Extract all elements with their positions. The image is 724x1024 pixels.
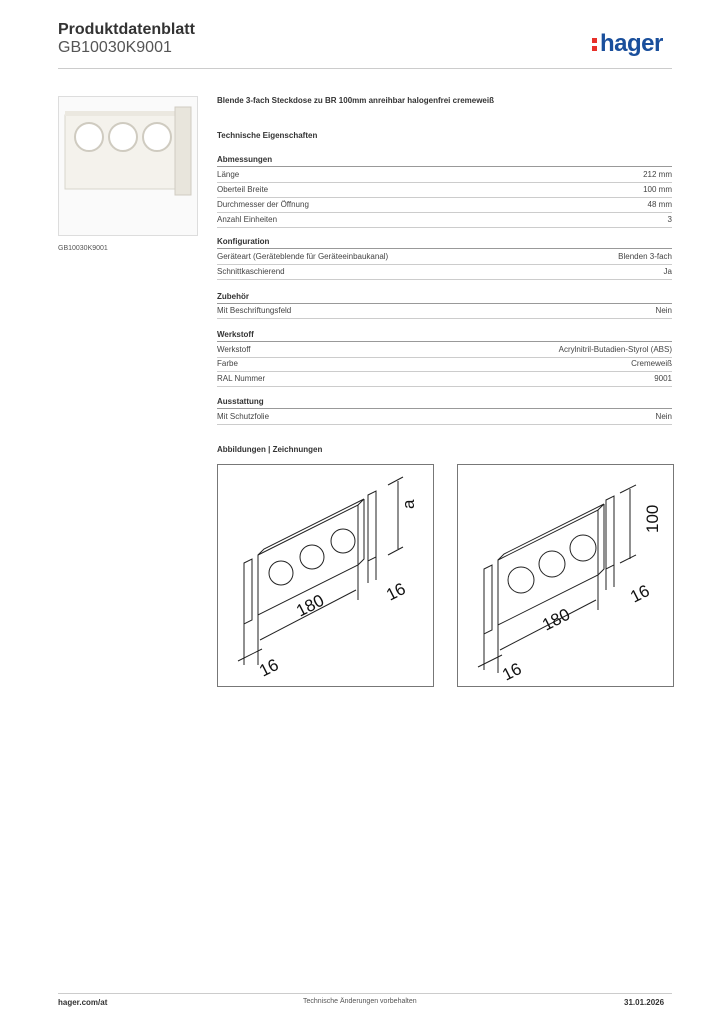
dim-side-top-label: 16: [627, 581, 653, 607]
figures-title: Abbildungen | Zeichnungen: [217, 445, 323, 454]
section-title: Konfiguration: [217, 237, 672, 249]
section-title: Ausstattung: [217, 397, 672, 409]
page-title: Produktdatenblatt: [58, 21, 195, 38]
hager-logo: [592, 30, 663, 58]
logo-colon-icon: [592, 35, 598, 53]
table-row: RAL Nummer 9001: [217, 372, 672, 387]
section-title: Werkstoff: [217, 330, 672, 342]
drawing-2: [457, 464, 674, 687]
dim-height-label: a: [399, 499, 418, 509]
dim-side-bottom-label: 16: [256, 655, 282, 681]
table-row: Werkstoff Acrylnitril-Butadien-Styrol (ABS): [217, 343, 672, 358]
table-row: Mit Schutzfolie Nein: [217, 410, 672, 425]
table-row: Mit Beschriftungsfeld Nein: [217, 304, 672, 319]
dim-length-label: 180: [293, 590, 328, 621]
section-title: Abmessungen: [217, 155, 672, 167]
header-divider: [58, 68, 672, 69]
section-title: Zubehör: [217, 292, 672, 304]
dim-height-label: 100: [643, 504, 662, 533]
table-row: Farbe Cremeweiß: [217, 357, 672, 372]
table-row: Anzahl Einheiten 3: [217, 213, 672, 228]
drawing-1: [217, 464, 434, 687]
product-description: Blende 3-fach Steckdose zu BR 100mm anreihbar halogenfrei cremeweiß: [217, 96, 494, 105]
product-code: GB10030K9001: [58, 39, 172, 56]
footer-website-link[interactable]: hager.com/at: [58, 998, 108, 1007]
dim-side-top-label: 16: [383, 579, 409, 605]
logo-text: hager: [600, 30, 663, 57]
table-row: Schnittkaschierend Ja: [217, 265, 672, 280]
image-caption: GB10030K9001: [58, 245, 108, 252]
table-row: Durchmesser der Öffnung 48 mm: [217, 198, 672, 213]
table-row: Geräteart (Geräteblende für Geräteeinbaukanal) Blenden 3-fach: [217, 250, 672, 265]
product-image: [58, 96, 198, 236]
footer-date: 31.01.2026: [624, 998, 665, 1007]
footer-divider: [58, 993, 672, 994]
table-row: Länge 212 mm: [217, 168, 672, 183]
dim-length-label: 180: [539, 604, 574, 635]
footer-disclaimer: Technische Änderungen vorbehalten: [303, 998, 417, 1005]
dim-side-bottom-label: 16: [499, 659, 525, 685]
properties-title: Technische Eigenschaften: [217, 131, 318, 140]
table-row: Oberteil Breite 100 mm: [217, 183, 672, 198]
